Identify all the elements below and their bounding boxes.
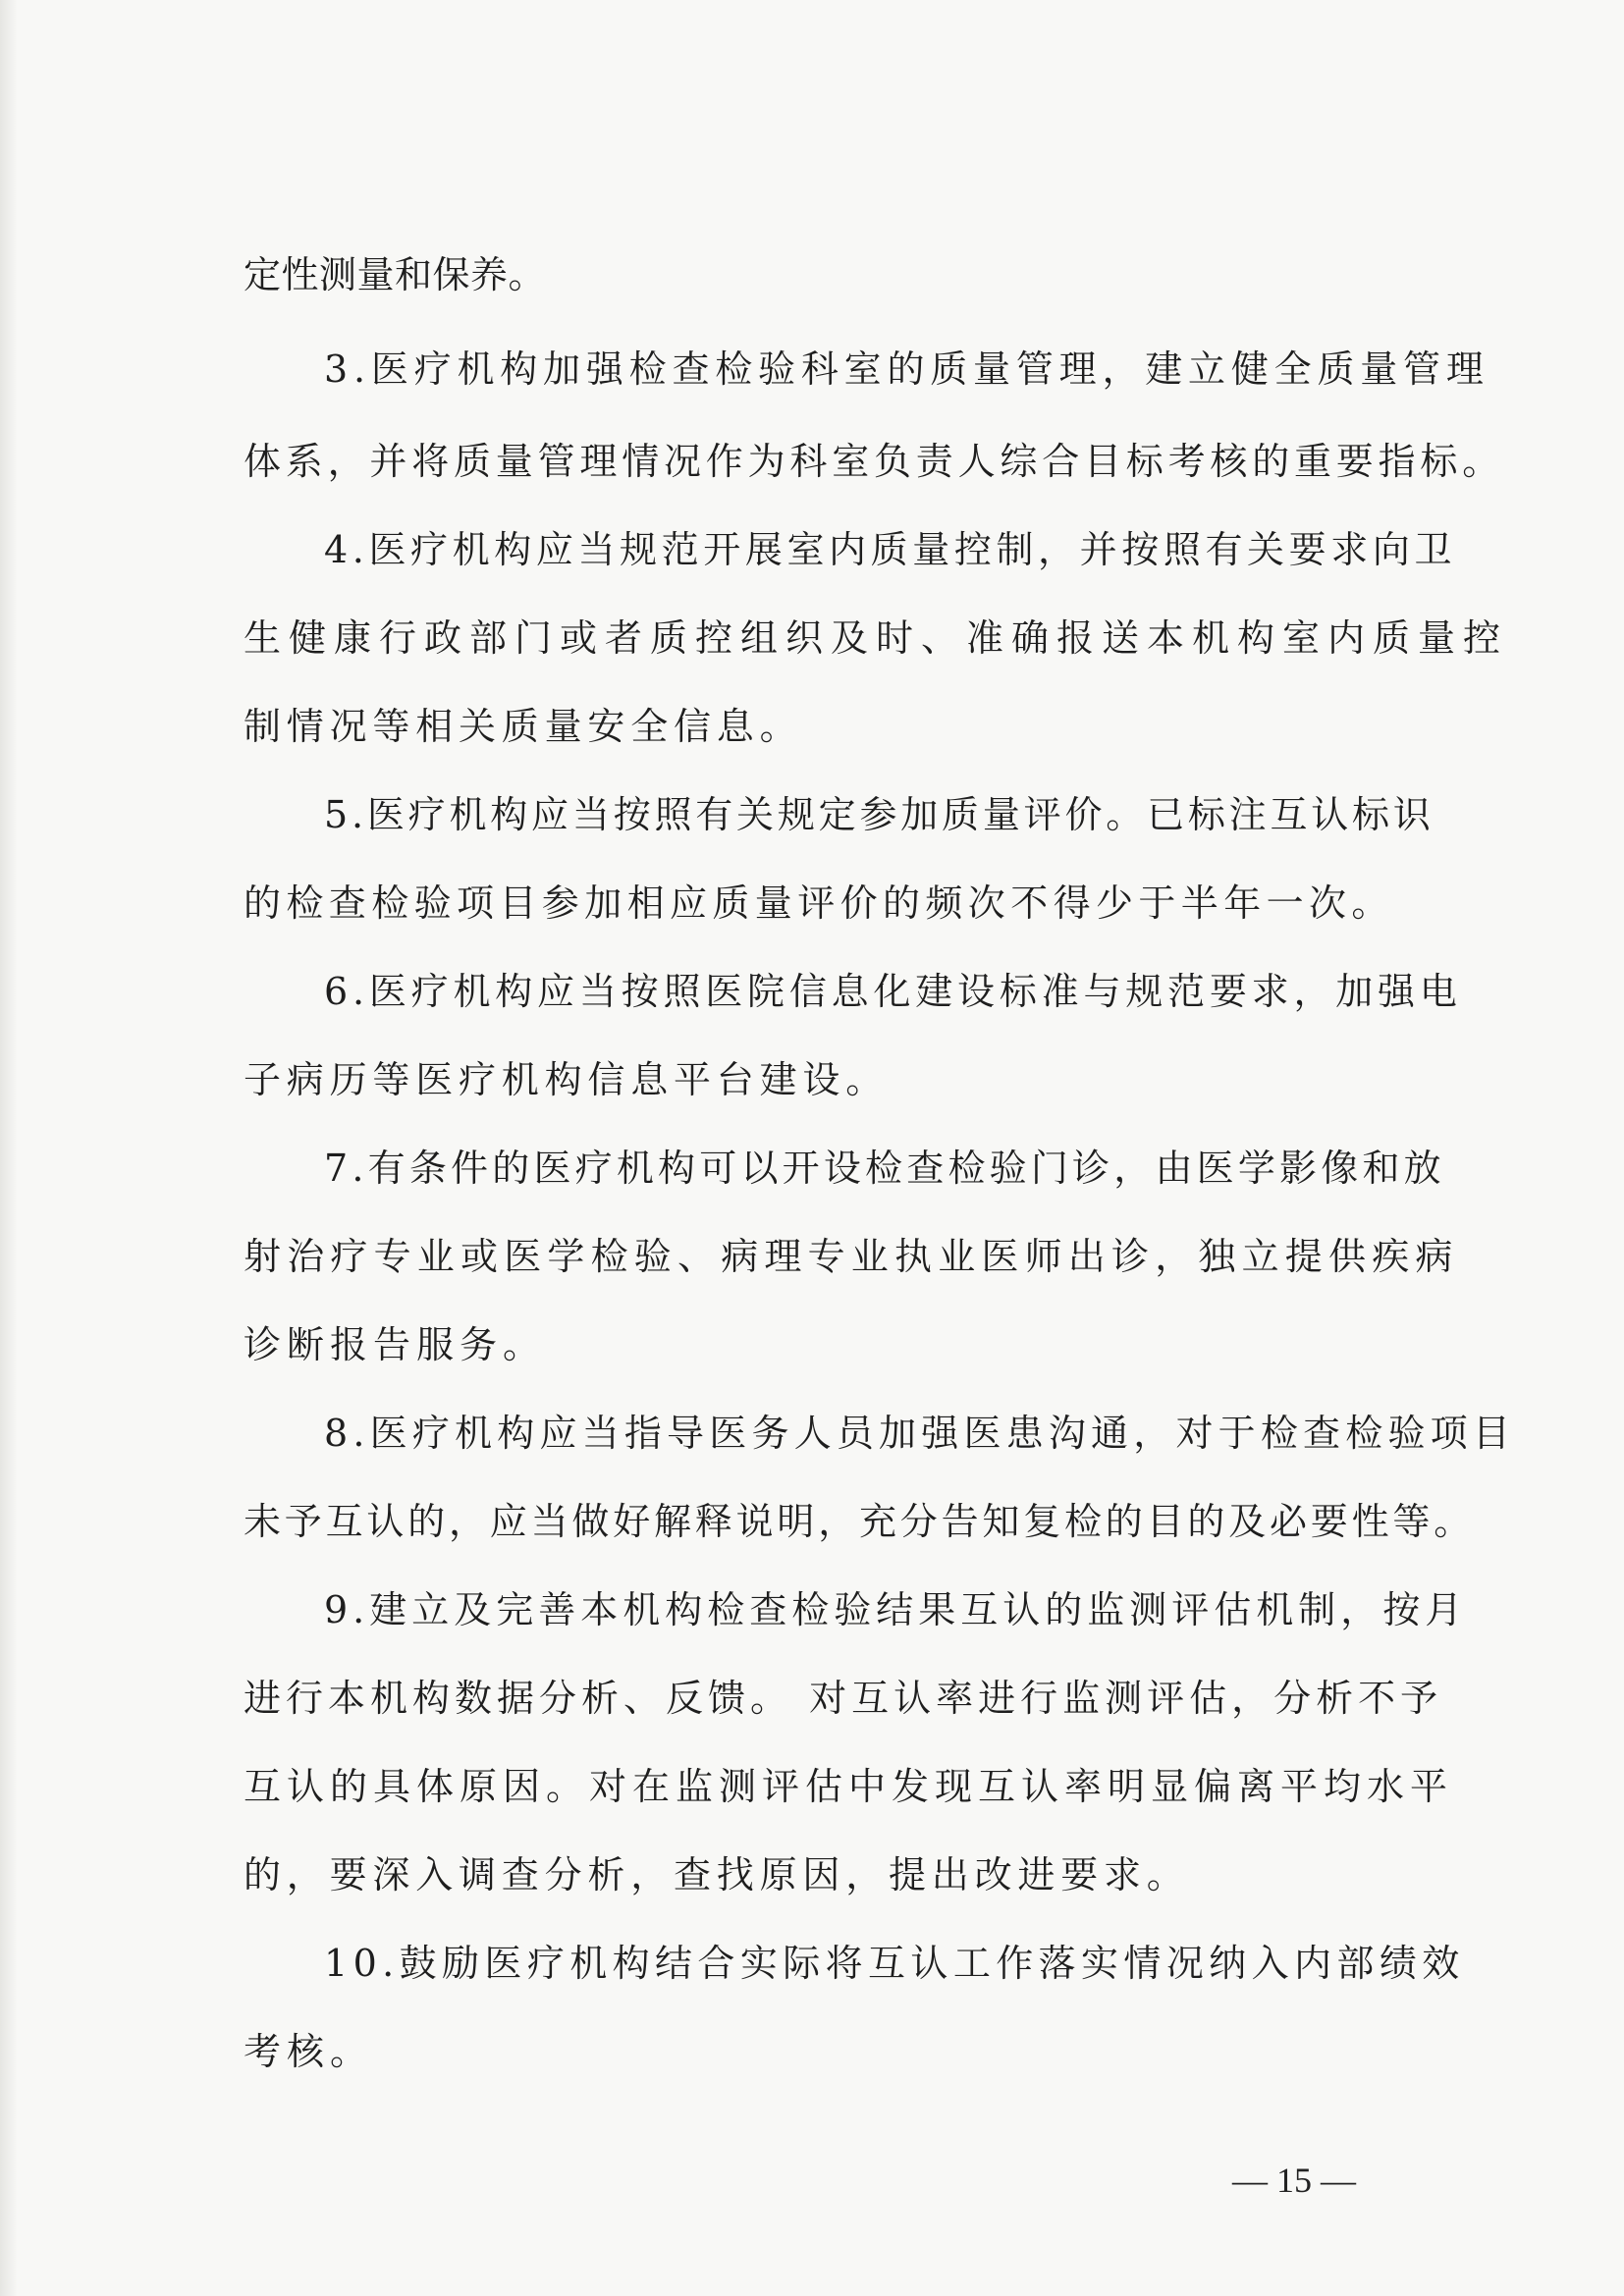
text-line-17: 进行本机构数据分析、反馈。 对互认率进行监测评估，分析不予 <box>244 1677 1443 1720</box>
text-line-21: 考核。 <box>244 2030 374 2073</box>
text-line-13: 诊断报告服务。 <box>244 1323 547 1366</box>
text-line-19: 的，要深入调查分析，查找原因，提出改进要求。 <box>244 1853 1190 1896</box>
text-line-3: 体系，并将质量管理情况作为科室负责人综合目标考核的重要指标。 <box>244 440 1505 483</box>
text-line-16: 9.建立及完善本机构检查检验结果互认的监测评估机制，按月 <box>324 1588 1468 1631</box>
text-line-1: 定性测量和保养。 <box>244 253 547 296</box>
text-line-12: 射治疗专业或医学检验、病理专业执业医师出诊，独立提供疾病 <box>244 1235 1459 1278</box>
text-line-8: 的检查检验项目参加相应质量评价的频次不得少于半年一次。 <box>244 881 1394 925</box>
page-number: — 15 — <box>1232 2161 1356 2200</box>
text-line-15: 未予互认的，应当做好解释说明，充分告知复检的目的及必要性等。 <box>244 1500 1476 1543</box>
text-line-2: 3.医疗机构加强检查检验科室的质量管理，建立健全质量管理 <box>324 347 1489 391</box>
scan-edge-shadow <box>0 0 18 2296</box>
text-line-18: 互认的具体原因。对在监测评估中发现互认率明显偏离平均水平 <box>244 1765 1454 1808</box>
text-line-14: 8.医疗机构应当指导医务人员加强医患沟通，对于检查检验项目 <box>324 1412 1516 1455</box>
text-line-7: 5.医疗机构应当按照有关规定参加质量评价。已标注互认标识 <box>324 793 1435 836</box>
text-line-4: 4.医疗机构应当规范开展室内质量控制，并按照有关要求向卫 <box>324 528 1457 571</box>
text-line-11: 7.有条件的医疗机构可以开设检查检验门诊，由医学影像和放 <box>324 1147 1445 1190</box>
text-line-10: 子病历等医疗机构信息平台建设。 <box>244 1058 890 1101</box>
text-line-9: 6.医疗机构应当按照医院信息化建设标准与规范要求，加强电 <box>324 970 1462 1013</box>
text-line-5: 生健康行政部门或者质控组织及时、准确报送本机构室内质量控 <box>244 616 1509 660</box>
text-line-6: 制情况等相关质量安全信息。 <box>244 705 803 748</box>
text-line-20: 10.鼓励医疗机构结合实际将互认工作落实情况纳入内部绩效 <box>324 1942 1465 1985</box>
